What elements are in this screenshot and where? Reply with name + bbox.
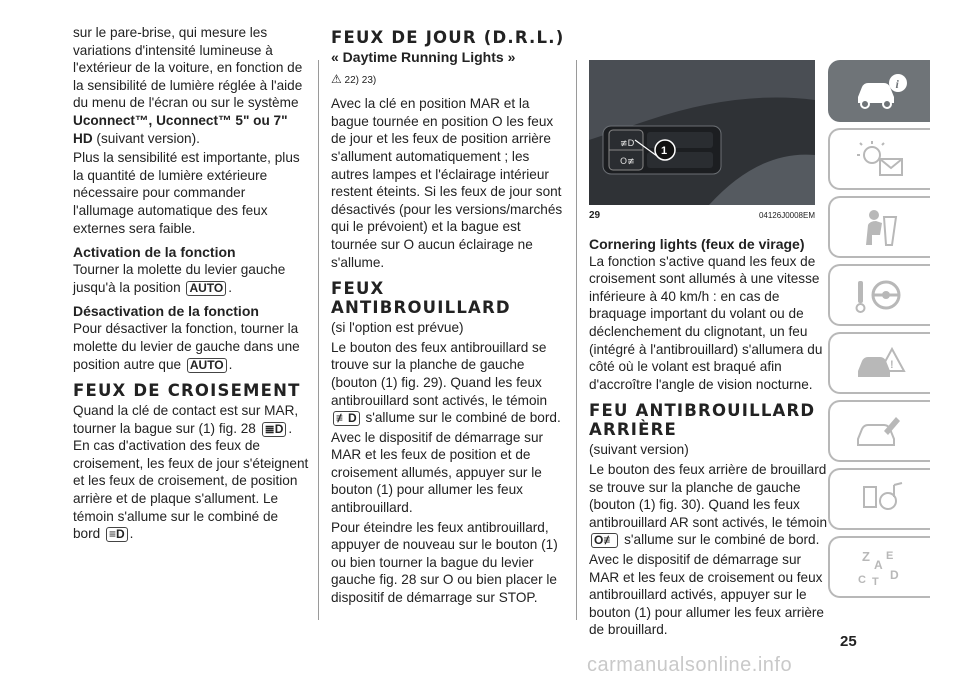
rear-fog-light-icon: O≢: [591, 533, 618, 548]
column-divider: [576, 60, 577, 620]
warning-references: [331, 71, 567, 90]
heading-feux-jour: FEUX DE JOUR (D.R.L.): [331, 28, 565, 47]
paragraph-text: Quand la clé de contact est sur MAR, tourner la bague sur (1) fig. 28: [73, 403, 299, 436]
paragraph: [331, 519, 567, 607]
paragraph-text: (suivant version).: [96, 130, 200, 146]
svg-text:C: C: [858, 574, 866, 586]
svg-text:O≢: O≢: [620, 157, 635, 167]
paragraph: [589, 461, 829, 549]
svg-text:≢D: ≢D: [620, 139, 635, 149]
figure-number: 29: [589, 210, 601, 221]
paragraph-text: les feux de jour et les feux de position arrière s'allument automatiquement ; les autres lampes et l'éclairage intérieur restent éteints. Si les feux de jour sont désactivés (pour les versions/marchés qui le prévoient) et la bague est tournée sur: [331, 113, 563, 252]
tab-multimedia[interactable]: [828, 468, 930, 530]
figure-caption: [589, 207, 815, 225]
driving-icon: [850, 273, 910, 317]
paragraph: [331, 95, 567, 271]
svg-text:D: D: [890, 568, 899, 582]
paragraph-text: . En cas d'activation des feux de croisement, les feux de jour s'éteignent et les feux de croisement, de position arrière et de plaque s'allument. Le témoin s'allume sur le combiné de bord: [73, 420, 309, 542]
emergency-icon: [850, 341, 910, 385]
tab-maintenance[interactable]: [828, 400, 930, 462]
paragraph-text: Pour désactiver la fonction, tourner la molette du levier de gauche dans une position autre que: [73, 321, 300, 372]
heading-desactivation: Désactivation de la fonction: [73, 303, 259, 320]
multimedia-icon: [850, 477, 910, 521]
svg-text:Z: Z: [862, 549, 870, 564]
safety-icon: [850, 205, 910, 249]
heading-activation: Activation de la fonction: [73, 244, 236, 261]
off-position-icon: O: [403, 236, 415, 252]
paragraph-text: Le bouton des feux arrière de brouillard se trouve sur la planche de gauche (bouton (1) fig. 30). Quand les feux antibrouillard AR sont activés, le témoin: [589, 461, 828, 530]
watermark: carmanualsonline.info: [587, 654, 793, 676]
tab-safety[interactable]: [828, 196, 930, 258]
heading-croisement: FEUX DE CROISEMENT: [73, 381, 301, 401]
paragraph-text: sur le pare-brise, qui mesure les variations d'intensité lumineuse à l'extérieur de la voiture, en fonction de la sensibilité de lumière réglée à l'aide du menu de l'écran ou sur le système: [73, 25, 303, 111]
tab-emergency[interactable]: [828, 332, 930, 394]
tab-index[interactable]: [828, 536, 930, 598]
heading-cornering: Cornering lights (feux de virage): [589, 235, 805, 252]
svg-text:A: A: [874, 558, 883, 572]
light-switch-panel-image: [589, 60, 815, 205]
paragraph-text: s'allume sur le combiné de bord.: [624, 532, 820, 548]
warning-text: 22) 23): [344, 74, 377, 86]
column-divider: [318, 60, 319, 620]
figure-code: 04126J0008EM: [758, 211, 815, 220]
warning-lights-icon: [850, 137, 910, 181]
paragraph-text: Tourner la molette du levier gauche jusqu'à la position: [73, 262, 286, 295]
maintenance-icon: [850, 409, 910, 453]
heading-antibrouillard: FEUX ANTIBROUILLARD: [331, 279, 511, 318]
svg-text:T: T: [872, 576, 879, 588]
chapter-tabs: [828, 60, 960, 604]
paragraph: Avec le dispositif de démarrage sur MAR et les feux de position et de croisement allumés, appuyer sur le bouton (1) pour allumer les feux antibrouillard.: [331, 429, 544, 516]
fog-light-icon: ≢D: [333, 411, 360, 426]
page-number: 25: [840, 633, 857, 650]
column-left: [73, 24, 309, 545]
svg-text:!: !: [890, 359, 894, 371]
svg-text:E: E: [886, 550, 894, 562]
paragraph-text: Avec la clé en position MAR et la bague tournée en position: [331, 96, 530, 129]
auto-light-icon: AUTO: [187, 358, 227, 373]
paragraph: (si l'option est prévue): [331, 320, 464, 336]
callout-number: 1: [661, 145, 668, 157]
paragraph: La fonction s'active quand les feux de croisement sont allumés à une vitesse inférieure à 40 km/h : en cas de braquage important du volant ou de déclenchement du clignotant, un feu (intégré à l'antibrouillard) s'allumera du côté où le volant est braqué afin d'accroître l'angle de vision nocturne.: [589, 253, 823, 392]
low-beam-icon: ≣D: [262, 422, 287, 437]
position-light-icon: ≡D: [106, 527, 128, 542]
column-right: [589, 26, 829, 641]
paragraph-bold: Uconnect™, Uconnect™ 5" ou 7" HD: [73, 112, 288, 146]
paragraph: [73, 24, 309, 147]
index-icon: [850, 545, 910, 589]
tab-driving[interactable]: [828, 264, 930, 326]
paragraph: Plus la sensibilité est importante, plus la quantité de lumière extérieure nécessaire pour commander l'allumage automatique des feux externes sera faible.: [73, 150, 300, 236]
paragraph-text: aucun éclairage ne s'allume.: [331, 236, 533, 270]
paragraph-text: Le bouton des feux antibrouillard se trouve sur la planche de gauche (bouton (1) fig. 29). Quand les feux antibrouillard sont activés, le témoin: [331, 339, 548, 408]
subtitle: « Daytime Running Lights »: [331, 49, 516, 65]
auto-light-icon: AUTO: [186, 281, 226, 296]
paragraph-text: s'allume sur le combiné de bord.: [365, 410, 561, 426]
svg-text:i: i: [895, 77, 899, 91]
column-middle: [331, 24, 567, 609]
warning-triangle-icon: ⚠: [331, 71, 342, 86]
off-position-icon: O: [442, 572, 454, 588]
paragraph-text: Pour éteindre les feux antibrouillard, appuyer de nouveau sur le bouton (1) ou bien tourner la bague du levier gauche fig. 28 sur: [331, 519, 558, 588]
paragraph: Quand la clé de contact est sur MAR, tourner la bague sur (1) fig. 28 ≣D . En cas d'activation des feux de croisement, les feux de jour s'éteignent et les feux de croisement, de position arrière et de plaque s'allument. Le témoin s'allume sur le combiné de bord ≡D .: [73, 403, 309, 542]
heading-arriere: FEU ANTIBROUILLARD ARRIÈRE: [589, 401, 816, 440]
paragraph: Avec le dispositif de démarrage sur MAR et les feux de croisement ou feux antibrouillard activés, appuyer sur le bouton (1) pour allumer les feux arrière de brouillard.: [589, 551, 824, 638]
car-info-icon: [850, 69, 910, 113]
tab-warning-lights[interactable]: [828, 128, 930, 190]
paragraph: Tourner la molette du levier gauche jusqu'à la position AUTO .: [73, 262, 286, 295]
dashboard-photo: [589, 60, 815, 205]
paragraph: Pour désactiver la fonction, tourner la molette du levier de gauche dans une position autre que AUTO .: [73, 321, 300, 372]
paragraph-text: ou bien placer le dispositif de démarrage sur STOP.: [331, 572, 557, 606]
off-position-icon: O: [492, 113, 503, 129]
paragraph: [331, 339, 567, 427]
paragraph: (suivant version): [589, 442, 689, 458]
tab-car-info[interactable]: [828, 60, 930, 122]
